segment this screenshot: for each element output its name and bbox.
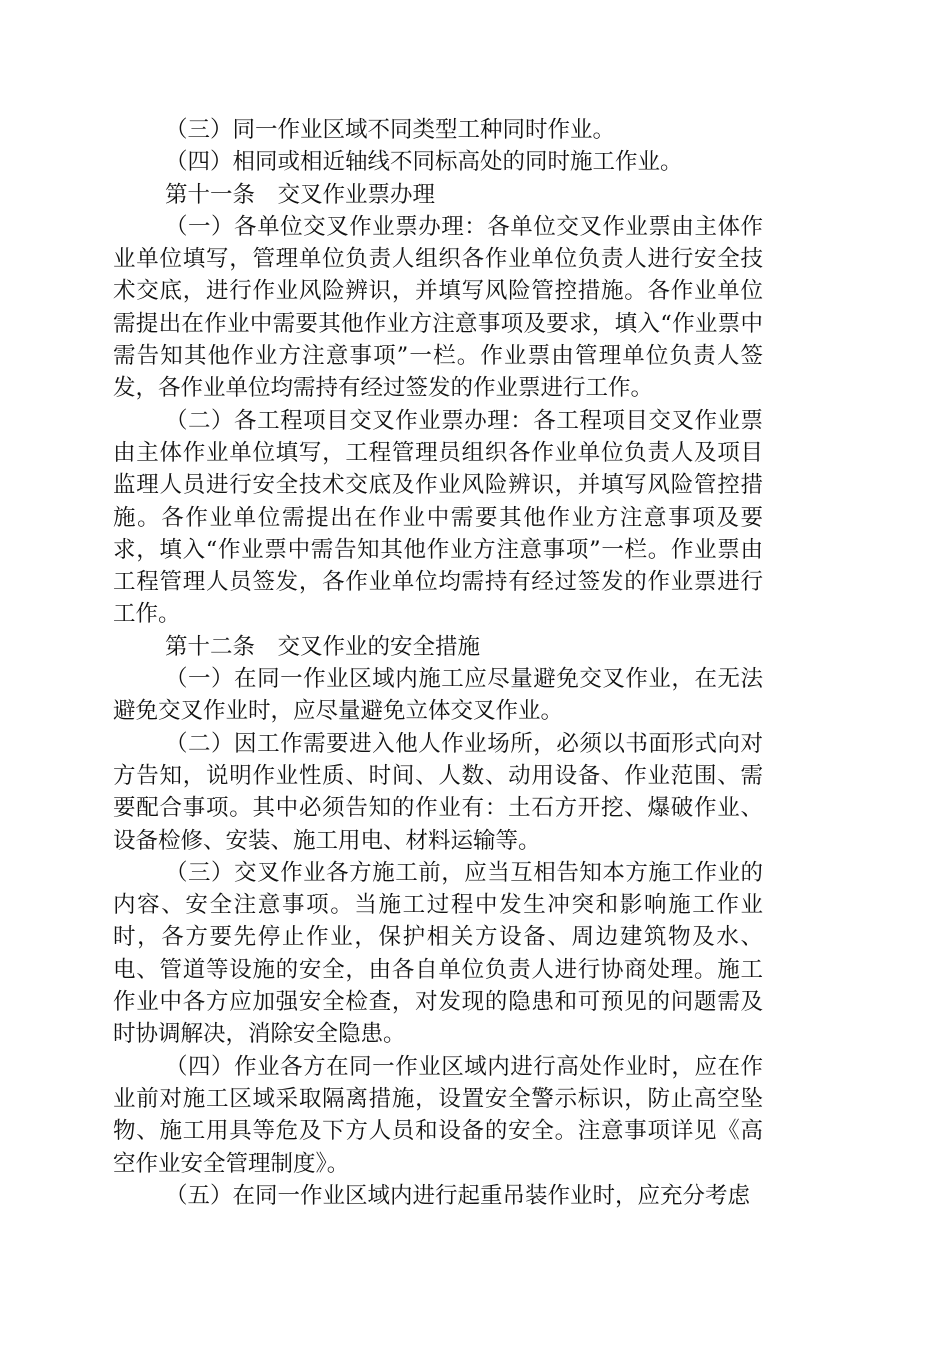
article-11-paragraph-2: （二）各工程项目交叉作业票办理：各工程项目交叉作业票由主体作业单位填写，工程管理员组织各作业单位负责人及项目监理人员进行安全技术交底及作业风险辨识，并填写风险管控措施。各作业单位需提出在作业中需要其他作业方注意事项及要求，填入“作业票中需告知其他作业方注意事项”一栏。作业票由工程管理人员签发，各作业单位均需持有经过签发的作业票进行工作。 — [113, 407, 763, 628]
paragraph-item-3: （三）同一作业区域不同类型工种同时作业。 — [165, 117, 616, 143]
article-12-paragraph-2: （二）因工作需要进入他人作业场所，必须以书面形式向对方告知，说明作业性质、时间、人数、动用设备、作业范围、需要配合事项。其中必须告知的作业有：土石方开挖、爆破作业、设备检修、安装、施工用电、材料运输等。 — [113, 730, 763, 854]
paragraph-item-4: （四）相同或相近轴线不同标高处的同时施工作业。 — [165, 149, 683, 176]
article-12-paragraph-3: （三）交叉作业各方施工前，应当互相告知本方施工作业的内容、安全注意事项。当施工过程中发生冲突和影响施工作业时，各方要先停止作业，保护相关方设备、周边建筑物及水、电、管道等设施的安全，由各自单位负责人进行协商处理。施工作业中各方应加强安全检查，对发现的隐患和可预见的问题需及时协调解决，消除安全隐患。 — [113, 859, 763, 1048]
article-11-paragraph-1: （一）各单位交叉作业票办理：各单位交叉作业票由主体作业单位填写，管理单位负责人组织各作业单位负责人进行安全技术交底，进行作业风险辨识，并填写风险管控措施。各作业单位需提出在作业中需要其他作业方注意事项及要求，填入“作业票中需告知其他作业方注意事项”一栏。作业票由管理单位负责人签发，各作业单位均需持有经过签发的作业票进行工作。 — [113, 213, 763, 402]
article-12-heading: 第十二条 交叉作业的安全措施 — [165, 633, 481, 660]
article-11-heading: 第十一条 交叉作业票办理 — [165, 181, 436, 208]
document-body — [113, 114, 763, 1212]
article-12-paragraph-5: （五）在同一作业区域内进行起重吊装作业时，应充分考虑 — [165, 1182, 751, 1209]
article-12-paragraph-1: （一）在同一作业区域内施工应尽量避免交叉作业，在无法避免交叉作业时，应尽量避免立体交叉作业。 — [113, 666, 763, 725]
article-12-paragraph-4: （四）作业各方在同一作业区域内进行高处作业时，应在作业前对施工区域采取隔离措施，设置安全警示标识，防止高空坠物、施工用具等危及下方人员和设备的安全。注意事项详见《高空作业安全管理制度》。 — [113, 1053, 763, 1177]
